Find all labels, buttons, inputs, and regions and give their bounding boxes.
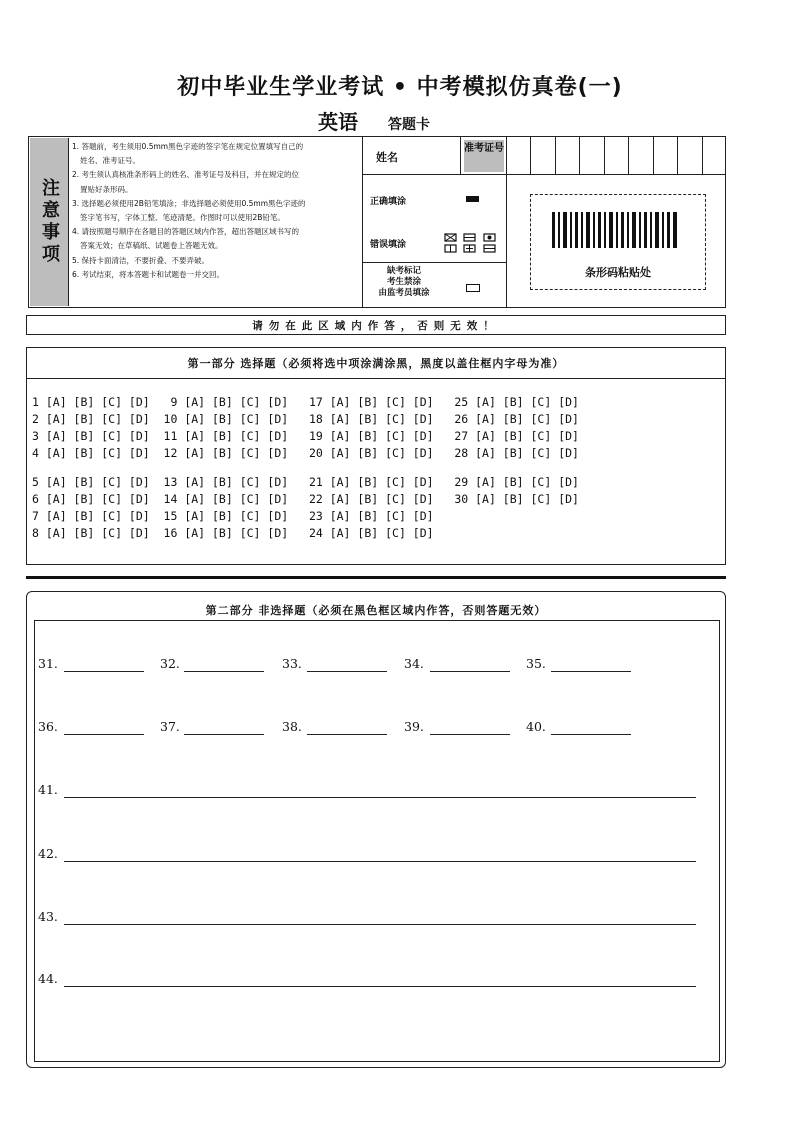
absent-mark-box[interactable] [466,284,480,292]
blank-label: 37. [160,719,180,734]
choice-grid[interactable] [32,395,579,543]
blank-label: 32. [160,656,180,671]
correct-fill-label: 正确填涂 [370,197,407,207]
blank-label: 31. [38,656,58,671]
name-label: 姓名 [376,151,398,164]
notice-rules [72,140,360,282]
blank-answer-line[interactable] [307,734,387,735]
blank-answer-line[interactable] [184,671,264,672]
rule-line: 3. 选择题必须使用2B铅笔填涂；非选择题必须使用0.5mm黑色字迹的 [72,198,306,208]
choice-row[interactable]: 4 [A] [B] [C] [D] 12 [A] [B] [C] [D] 20 [A] [B] [C] [D] 28 [A] [B] [C] [D] [32,446,579,460]
part2-answer-area [34,620,720,1062]
divider [26,378,726,379]
barcode-label: 条形码粘贴处 [585,266,651,279]
exam-no-cells[interactable] [506,136,726,174]
rule-line: 签字笔书写，字体工整、笔迹清楚。作图时可以使用2B铅笔。 [80,213,285,223]
long-answer-line[interactable] [64,797,696,798]
blank-label: 38. [282,719,302,734]
blank-answer-line[interactable] [430,734,510,735]
blank-answer-line[interactable] [64,734,144,735]
notice-label: 注意事项 [30,138,69,306]
rule-line: 6. 考试结束，将本答题卡和试题卷一并交回。 [72,269,225,279]
line-label: 43. [38,909,58,924]
warning-banner: 请勿在此区域内作答，否则无效！ [26,315,726,335]
divider [26,576,726,579]
barcode-icon [552,212,682,252]
rule-line: 1. 答题前，考生须用0.5mm黑色字迹的签字笔在规定位置填写自己的 [72,142,304,151]
wrong-fill-marks-icon [444,232,502,258]
rule-line: 5. 保持卡面清洁，不要折叠、不要弄破。 [72,255,210,265]
choice-row[interactable]: 3 [A] [B] [C] [D] 11 [A] [B] [C] [D] 19 [A] [B] [C] [D] 27 [A] [B] [C] [D] [32,429,579,443]
choice-row[interactable]: 8 [A] [B] [C] [D] 16 [A] [B] [C] [D] 24 [A] [B] [C] [D] [32,526,434,540]
exam-no-label: 准考证号 [464,140,504,172]
blank-label: 35. [526,656,546,671]
correct-fill-mark-icon [466,196,479,202]
rule-line: 姓名、准考证号。 [80,156,140,166]
long-answer-line[interactable] [64,924,696,925]
absent-label: 缺考标记 考生禁涂 由监考员填涂 [378,266,430,298]
blank-label: 34. [404,656,424,671]
part1-title: 第一部分 选择题（必须将选中项涂满涂黑，黑度以盖住框内字母为准） [187,357,565,370]
subject-title: 英语 [318,110,358,134]
divider [362,174,726,175]
blank-answer-line[interactable] [307,671,387,672]
choice-row-spacer [32,463,579,475]
long-answer-line[interactable] [64,986,696,987]
divider [506,174,507,308]
blank-answer-line[interactable] [430,671,510,672]
long-answer-line[interactable] [64,861,696,862]
line-label: 41. [38,782,58,797]
rule-line: 答案无效；在草稿纸、试题卷上答题无效。 [80,241,223,251]
blank-label: 40. [526,719,546,734]
rule-line: 置贴好条形码。 [80,184,133,194]
rule-line: 2. 考生须认真核准条形码上的姓名、准考证号及科目，并在规定的位 [72,170,300,180]
blank-label: 33. [282,656,302,671]
answer-card-subtitle: 答题卡 [388,117,430,133]
blank-label: 39. [404,719,424,734]
blank-answer-line[interactable] [551,734,631,735]
blank-answer-line[interactable] [551,671,631,672]
rule-line: 4. 请按照题号顺序在各题目的答题区域内作答，超出答题区域书写的 [72,227,300,237]
divider [460,136,461,174]
choice-row[interactable]: 1 [A] [B] [C] [D] 9 [A] [B] [C] [D] 17 [A] [B] [C] [D] 25 [A] [B] [C] [D] [32,395,579,409]
blank-answer-line[interactable] [64,671,144,672]
line-label: 42. [38,846,58,861]
blank-answer-line[interactable] [184,734,264,735]
name-field[interactable] [410,136,460,174]
blank-label: 36. [38,719,58,734]
choice-row[interactable]: 2 [A] [B] [C] [D] 10 [A] [B] [C] [D] 18 [A] [B] [C] [D] 26 [A] [B] [C] [D] [32,412,579,426]
choice-row[interactable]: 5 [A] [B] [C] [D] 13 [A] [B] [C] [D] 21 [A] [B] [C] [D] 29 [A] [B] [C] [D] [32,475,579,489]
part2-title: 第二部分 非选择题（必须在黑色框区域内作答，否则答题无效） [205,604,547,617]
choice-row[interactable]: 6 [A] [B] [C] [D] 14 [A] [B] [C] [D] 22 [A] [B] [C] [D] 30 [A] [B] [C] [D] [32,492,579,506]
page-title: 初中毕业生学业考试 • 中考模拟仿真卷(一) [177,75,623,100]
choice-row[interactable]: 7 [A] [B] [C] [D] 15 [A] [B] [C] [D] 23 [A] [B] [C] [D] [32,509,434,523]
line-label: 44. [38,971,58,986]
wrong-fill-label: 错误填涂 [370,240,407,250]
